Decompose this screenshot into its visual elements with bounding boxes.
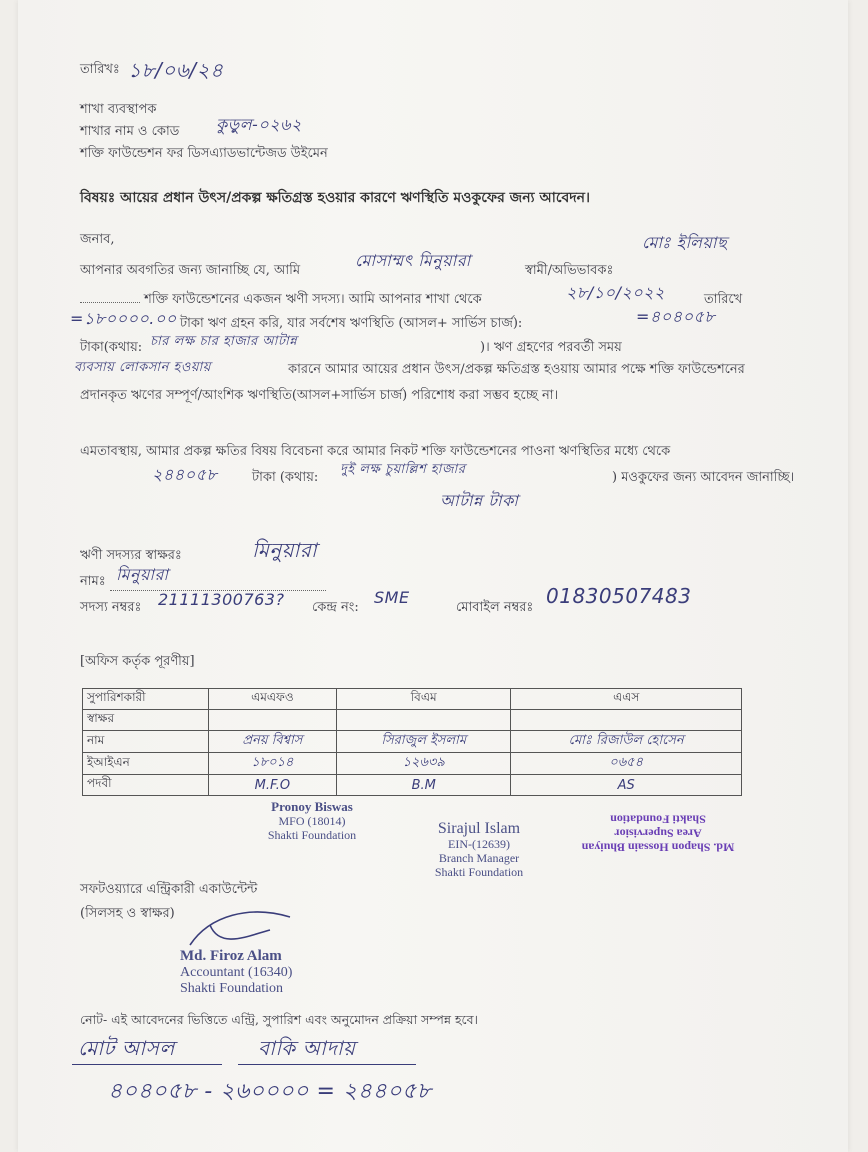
bm-stamp-line2: EIN-(12639)	[448, 837, 510, 852]
member-no-label: সদস্য নম্বরঃ	[80, 600, 142, 615]
loan-amount-value: =১৮০০০০.০০	[70, 309, 177, 328]
office-table-header	[83, 689, 742, 710]
calc-underline-2	[238, 1064, 416, 1065]
row-label-designation: পদবী	[83, 775, 209, 796]
bm-stamp-line3: Branch Manager	[438, 851, 520, 866]
date-label: তারিখঃ	[80, 62, 120, 77]
table-row	[83, 753, 742, 775]
bm-stamp	[404, 820, 554, 880]
p1-date-suffix: তারিখে	[704, 292, 743, 307]
table-row	[83, 775, 742, 796]
salutation: জনাব,	[80, 232, 115, 247]
center-label: কেন্দ্র নং:	[312, 600, 359, 615]
col-bm: বিএম	[337, 689, 511, 710]
as-stamp-line3: Shakti Foundation	[610, 812, 706, 827]
col-as: এএস	[511, 689, 742, 710]
addressee-title: শাখা ব্যবস্থাপক	[80, 102, 157, 117]
row-label-signature: স্বাক্ষর	[83, 710, 209, 731]
calc-line: ৪০৪০৫৮ - ২৬০০০০ = ২৪৪০৫৮	[108, 1079, 432, 1104]
p1-line1-b: স্বামী/অভিভাবকঃ	[525, 263, 614, 278]
software-accountant-label: সফটওয়্যারে এন্ট্রিকারী একাউন্টেন্ট	[80, 882, 258, 897]
calc-underline-1	[72, 1064, 222, 1065]
bm-stamp-line4: Shakti Foundation	[434, 864, 524, 879]
as-stamp-line2: Area Supervisior	[614, 826, 702, 841]
p2-tail: ) মওকুফের জন্য আবেদন জানাচ্ছি।	[612, 470, 795, 485]
as-ein: ০৬৫৪	[511, 753, 742, 775]
member-no-value: 21111300763?	[158, 590, 285, 609]
calc-label-2: বাকি আদায়	[258, 1036, 356, 1060]
member-sign-value: মিনুয়ারা	[252, 538, 318, 562]
office-caption: [অফিস কর্তৃক পূরণীয়]	[80, 654, 195, 669]
accountant-stamp	[180, 948, 350, 997]
as-stamp-name: Md. Shapon Hossain Bhuiyan	[581, 840, 735, 855]
accountant-stamp-name: Md. Firoz Alam	[180, 948, 282, 964]
bm-stamp-name: Sirajul Islam	[437, 820, 521, 837]
member-sign-label: ঋণী সদস্যর স্বাক্ষরঃ	[80, 548, 182, 563]
waive-words-value: দুই লক্ষ চুয়াল্লিশ হাজার	[340, 462, 466, 477]
mfo-designation: M.F.O	[208, 775, 336, 796]
mfo-stamp-name: Pronoy Biswas	[271, 799, 353, 814]
p1-line2-text: শক্তি ফাউন্ডেশনের একজন ঋণী সদস্য। আমি আপনার শাখা থেকে	[144, 292, 482, 307]
mfo-signature	[208, 710, 336, 731]
col-mfo: এমএফও	[208, 689, 336, 710]
p1-line4-tail: )। ঋণ গ্রহণের পরবর্তী সময়	[480, 340, 622, 355]
table-row	[83, 731, 742, 753]
member-name-value: মিনুয়ারা	[116, 565, 169, 584]
note-text: নোট- এই আবেদনের ভিত্তিতে এন্ট্রি, সুপারিশ এবং অনুমোদন প্রক্রিয়া সম্পন্ন হবে।	[80, 1012, 478, 1027]
p1-line3: টাকা ঋণ গ্রহন করি, যার সর্বশেষ ঋণস্থিতি (আসল+ সার্ভিস চার্জ):	[180, 316, 523, 331]
accountant-stamp-line3: Shakti Foundation	[180, 981, 284, 997]
bm-designation: B.M	[337, 775, 511, 796]
subject-line: বিষয়ঃ আয়ের প্রধান উৎস/প্রকল্প ক্ষতিগ্রস্ত হওয়ার কারণে ঋণস্থিতি মওকুফের জন্য আবেদন।	[80, 190, 590, 206]
bm-ein: ১২৬৩৯	[337, 753, 511, 775]
date-value: ১৮/০৬/২৪	[128, 58, 224, 82]
p1-remaining: কারনে আমার আয়ের প্রধান উৎস/প্রকল্প ক্ষতিগ্রস্ত হওয়ায় আমার পক্ষে শক্তি ফাউন্ডেশনের প্রদানকৃত ঋণের সম্পূর্ণ/আংশিক ঋণস্থিতি(আসল+সার্ভিস চার্জ) পরিশোধ করা সম্ভব হচ্ছে না।	[80, 362, 745, 403]
seal-signature-label: (সিলসহ ও স্বাক্ষর)	[80, 906, 175, 921]
row-label-name: নাম	[83, 731, 209, 753]
center-value: SME	[374, 588, 410, 607]
mfo-ein: ১৮০১৪	[208, 753, 336, 775]
row-label-ein: ইআইএন	[83, 753, 209, 775]
mfo-name: প্রনয় বিশ্বাস	[208, 731, 336, 753]
waive-amount-value: ২৪৪০৫৮	[152, 465, 218, 484]
mfo-stamp	[252, 800, 372, 843]
balance-value: =৪০৪০৫৮	[636, 307, 716, 326]
as-stamp	[578, 812, 738, 853]
waive-words-value-2: আটান্ন টাকা	[440, 491, 519, 510]
p2-line1: এমতাবস্থায়, আমার প্রকল্প ক্ষতির বিষয় বিবেচনা করে আমার নিকট শক্তি ফাউন্ডেশনের পাওনা ঋণস্থিতির মধ্যে থেকে	[80, 444, 671, 459]
as-name: মোঃ রিজাউল হোসেন	[511, 731, 742, 753]
as-designation: AS	[511, 775, 742, 796]
mobile-label: মোবাইল নম্বরঃ	[456, 600, 534, 615]
bm-name: সিরাজুল ইসলাম	[337, 731, 511, 753]
reason-value: ব্যবসায় লোকসান হওয়ায়	[74, 360, 211, 375]
bm-signature	[337, 710, 511, 731]
office-table	[82, 688, 742, 796]
mfo-stamp-line3: Shakti Foundation	[267, 827, 357, 842]
col-recommender: সুপারিশকারী	[83, 689, 209, 710]
member-name-label: নামঃ	[80, 574, 106, 589]
guardian-value: মোঃ ইলিয়াছ	[642, 233, 728, 252]
p2-words-label: টাকা (কথায়:	[252, 470, 319, 485]
table-row	[83, 710, 742, 731]
loan-date-value: ২৮/১০/২০২২	[566, 283, 665, 302]
p1-line4-label: টাকা(কথায়:	[80, 340, 143, 355]
applicant-name-value: মোসাম্মৎ মিনুয়ারা	[355, 251, 471, 270]
balance-words-value: চার লক্ষ চার হাজার আটান্ন	[150, 334, 298, 349]
organization-name: শক্তি ফাউন্ডেশন ফর ডিসএ্যাডভান্টেজড উইমেন	[80, 146, 328, 161]
as-signature	[511, 710, 742, 731]
mfo-stamp-line2: MFO (18014)	[278, 813, 346, 828]
accountant-stamp-line2: Accountant (16340)	[180, 965, 293, 981]
calc-label-1: মোট আসল	[78, 1036, 175, 1060]
p1-line1-a: আপনার অবগতির জন্য জানাচ্ছি যে, আমি	[80, 263, 301, 278]
branch-value: কুড়ুল-০২৬২	[216, 115, 302, 134]
branch-name-label: শাখার নাম ও কোড	[80, 124, 180, 139]
mobile-value: 01830507483	[546, 584, 692, 608]
